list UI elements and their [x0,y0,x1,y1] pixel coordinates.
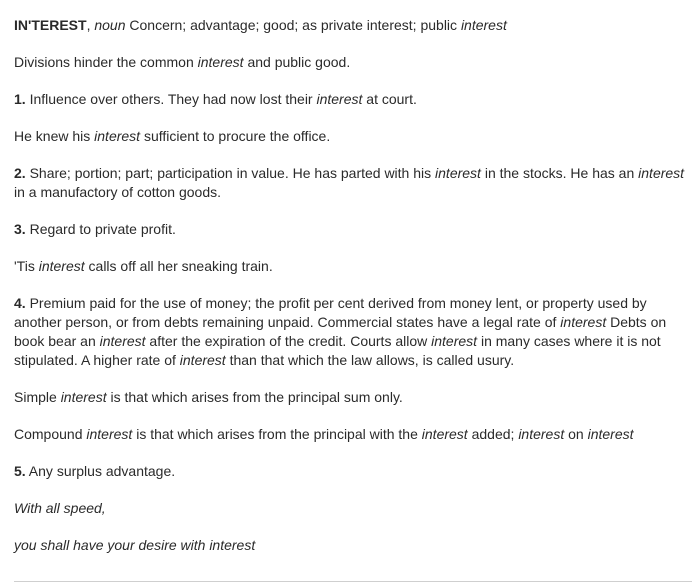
italic-term: interest [431,333,478,349]
italic-term: interest [518,426,565,442]
italic-term: With all speed, [14,500,106,516]
definition-intro [14,16,696,35]
text-run: Share; portion; part; participation in value. He has parted with his [25,165,436,181]
italic-term: interest [460,17,507,33]
text-run: Compound [14,426,87,442]
quotation-line [14,499,696,518]
text-run: Concern; advantage; good; as private interest; public [125,17,461,33]
text-run: Influence over others. They had now lost their [25,91,317,107]
italic-term: interest [587,426,634,442]
text-run: in the stocks. He has an [480,165,639,181]
example-sentence [14,388,696,407]
italic-term: you shall have your desire with interest [14,537,256,553]
sense-1 [14,90,696,109]
text-run: added; [467,426,519,442]
text-run: Regard to private profit. [25,221,176,237]
sense-number: 1. [14,91,26,107]
example-sentence [14,425,696,444]
text-run: Simple [14,389,61,405]
sense-4 [14,294,696,370]
headword: IN'TEREST [14,17,87,33]
italic-term: interest [421,426,468,442]
italic-term: interest [179,352,226,368]
text-run: in many cases where it is not stipulated. A higher rate of [14,333,661,368]
text-run: 'Tis [14,258,39,274]
text-run: and public good. [243,54,351,70]
italic-term: interest [638,165,685,181]
text-run: Debts on book bear an [14,314,667,349]
sense-number: 5. [14,463,26,479]
text-run: Divisions hinder the common [14,54,198,70]
sense-number: 2. [14,165,26,181]
italic-term: interest [38,258,85,274]
text-run: Any surplus advantage. [25,463,176,479]
text-run: , [86,17,95,33]
italic-term: interest [316,91,363,107]
divider [14,581,692,582]
example-sentence [14,257,696,276]
quotation-line [14,536,696,555]
italic-term: interest [435,165,481,181]
part-of-speech: noun [94,17,126,33]
text-run: sufficient to procure the office. [140,128,331,144]
text-run: than that which the law allows, is called usury. [225,352,515,368]
italic-term: interest [197,54,244,70]
sense-number: 4. [14,295,26,311]
example-sentence [14,53,696,72]
example-sentence [14,127,696,146]
sense-3 [14,220,696,239]
italic-term: interest [60,389,107,405]
italic-term: interest [99,333,146,349]
text-run: in a manufactory of cotton goods. [14,184,222,200]
italic-term: interest [94,128,141,144]
text-run: is that which arises from the principal with the [132,426,422,442]
text-run: after the expiration of the credit. Courts allow [145,333,432,349]
text-run: He knew his [14,128,95,144]
text-run: is that which arises from the principal sum only. [106,389,403,405]
text-run: calls off all her sneaking train. [84,258,273,274]
dictionary-entry [14,16,696,573]
sense-number: 3. [14,221,26,237]
sense-5 [14,462,696,481]
sense-2 [14,164,696,202]
text-run: Premium paid for the use of money; the profit per cent derived from money lent, or property used by another person, or from debts remaining unpaid. Commercial states have a legal rate of [14,295,647,330]
text-run: at court. [362,91,417,107]
italic-term: interest [560,314,607,330]
italic-term: interest [86,426,133,442]
text-run: on [564,426,588,442]
